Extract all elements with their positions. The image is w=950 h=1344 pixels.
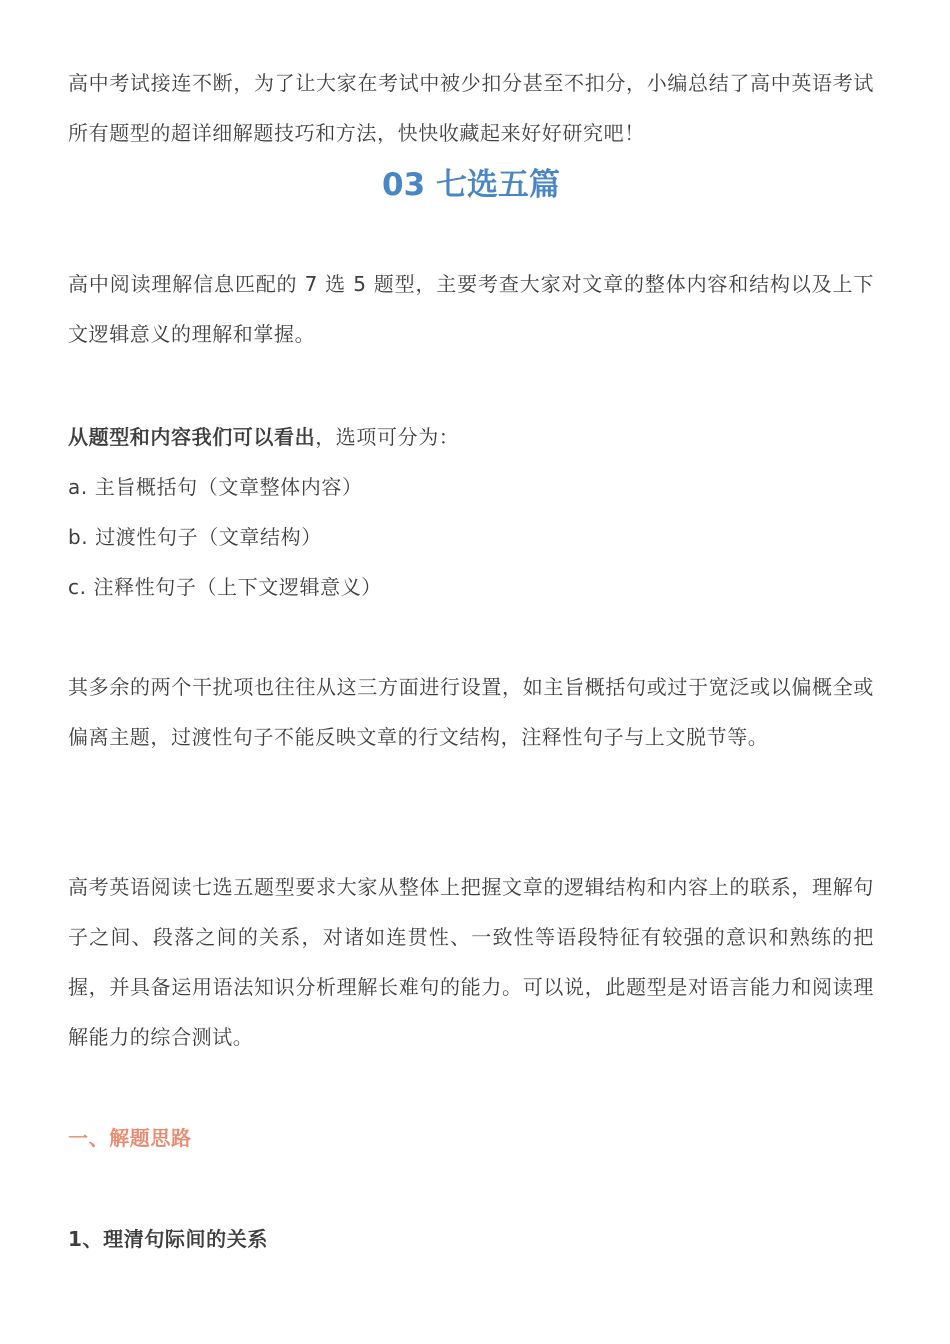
- article-title: 03 七选五篇: [382, 167, 560, 203]
- section-heading: 一、解题思路: [68, 1126, 192, 1150]
- requirements-paragraph: 高考英语阅读七选五题型要求大家从整体上把握文章的逻辑结构和内容上的联系，理解句子之间、段落之间的关系，对诸如连贯性、一致性等语段特征有较强的意识和熟练的把握，并具备运用语法知识分析理解长难句的能力。可以说，此题型是对语言能力和阅读理解能力的综合测试。: [68, 875, 874, 1049]
- option-item-b: b. 过渡性句子（文章结构）: [68, 525, 322, 549]
- question-type-paragraph: 高中阅读理解信息匹配的 7 选 5 题型，主要考查大家对文章的整体内容和结构以及上下文逻辑意义的理解和掌握。: [68, 272, 874, 346]
- sub-heading: 1、理清句际间的关系: [68, 1227, 268, 1251]
- option-item-a: a. 主旨概括句（文章整体内容）: [68, 475, 363, 499]
- option-item-c: c. 注释性句子（上下文逻辑意义）: [68, 575, 382, 599]
- options-section: [68, 412, 874, 612]
- options-lead: [68, 412, 874, 462]
- distractor-paragraph: 其多余的两个干扰项也往往从这三方面进行设置，如主旨概括句或过于宽泛或以偏概全或偏离主题，过渡性句子不能反映文章的行文结构，注释性句子与上文脱节等。: [68, 675, 874, 749]
- options-lead-bold: 从题型和内容我们可以看出: [68, 425, 316, 449]
- options-lead-rest: ，选项可分为：: [315, 425, 460, 449]
- intro-paragraph: 高中考试接连不断，为了让大家在考试中被少扣分甚至不扣分，小编总结了高中英语考试所有题型的超详细解题技巧和方法，快快收藏起来好好研究吧！: [68, 71, 874, 145]
